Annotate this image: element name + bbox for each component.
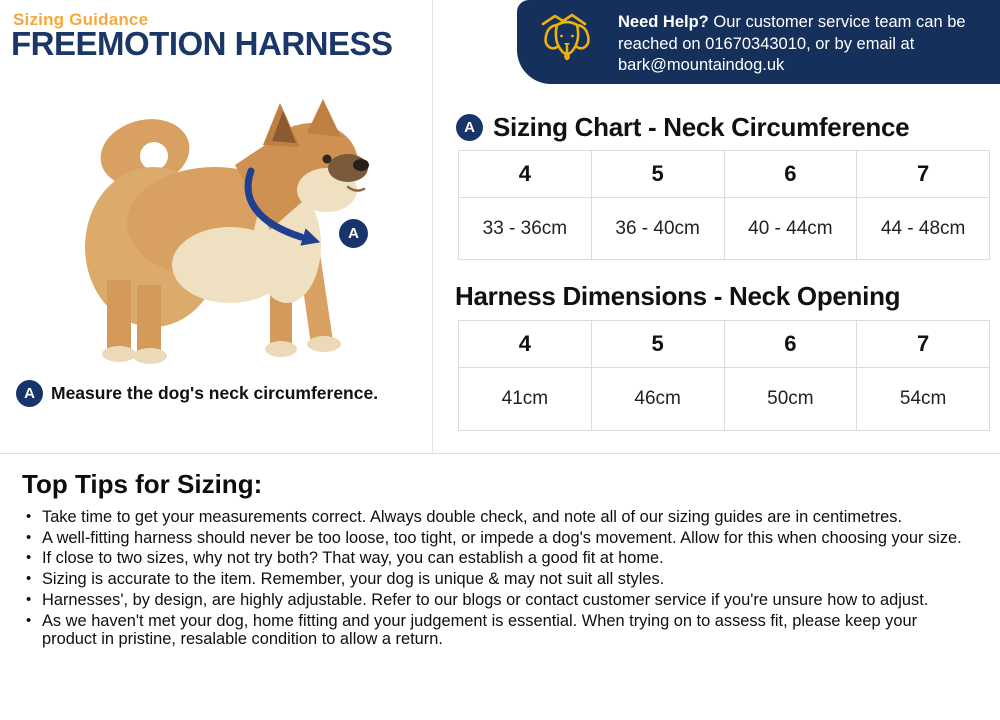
- dog-logo-icon: [535, 9, 599, 73]
- help-banner-body: Our customer service team can be reached on 01670343010, or by email at bark@mountaindog.uk: [618, 13, 966, 74]
- size-value-cell: 50cm: [724, 368, 857, 431]
- marker-a-heading: A: [456, 114, 483, 141]
- tip-item: • Take time to get your measurements correct. Always double check, and note all of our sizing guides are in centimetres.: [24, 508, 969, 527]
- tip-item: • Harnesses', by design, are highly adjustable. Refer to our blogs or contact customer service if you're unsure how to adjust.: [24, 591, 969, 610]
- size-value-cell: 41cm: [459, 368, 592, 431]
- help-banner: [517, 0, 1000, 84]
- tips-list: [24, 508, 969, 651]
- tips-title: Top Tips for Sizing:: [22, 469, 263, 499]
- measure-caption: Measure the dog's neck circumference.: [51, 383, 379, 403]
- size-value-cell: 36 - 40cm: [591, 198, 724, 260]
- dimensions-title: Harness Dimensions - Neck Opening: [455, 281, 901, 311]
- neck-circumference-table: [458, 150, 990, 260]
- size-col-header: 4: [459, 151, 592, 198]
- measure-caption-row: [16, 380, 378, 407]
- neck-opening-table: [458, 320, 990, 431]
- sizing-chart-title: Sizing Chart - Neck Circumference: [493, 112, 910, 142]
- size-value-cell: 33 - 36cm: [459, 198, 592, 260]
- table-value-row: [459, 368, 990, 431]
- help-banner-lead: Need Help?: [618, 13, 709, 31]
- page-title: FREEMOTION HARNESS: [11, 25, 393, 62]
- size-col-header: 5: [591, 151, 724, 198]
- size-value-cell: 44 - 48cm: [857, 198, 990, 260]
- eyebrow-sizing-guidance: Sizing Guidance: [13, 10, 149, 29]
- size-col-header: 6: [724, 151, 857, 198]
- size-value-cell: 46cm: [591, 368, 724, 431]
- size-col-header: 7: [857, 151, 990, 198]
- horizontal-divider: [0, 453, 1000, 454]
- marker-a-caption: A: [16, 380, 43, 407]
- table-header-row: [459, 151, 990, 198]
- marker-a-photo: A: [339, 219, 368, 248]
- tip-item: • A well-fitting harness should never be too loose, too tight, or impede a dog's movement. Allow for this when choosing your size.: [24, 529, 969, 548]
- help-banner-text: [618, 12, 976, 77]
- vertical-divider: [432, 0, 433, 454]
- size-col-header: 6: [724, 321, 857, 368]
- size-value-cell: 54cm: [857, 368, 990, 431]
- size-col-header: 5: [591, 321, 724, 368]
- tip-item: • If close to two sizes, why not try both? That way, you can establish a good fit at home.: [24, 549, 969, 568]
- size-value-cell: 40 - 44cm: [724, 198, 857, 260]
- size-col-header: 4: [459, 321, 592, 368]
- table-value-row: [459, 198, 990, 260]
- table-header-row: [459, 321, 990, 368]
- size-col-header: 7: [857, 321, 990, 368]
- tip-item: • As we haven't met your dog, home fitting and your judgement is essential. When trying on to assess fit, please keep your product in pristine, resalable condition to allow a return.: [24, 612, 969, 649]
- tip-item: • Sizing is accurate to the item. Remember, your dog is unique & may not suit all styles.: [24, 570, 969, 589]
- sizing-chart-heading-row: [456, 112, 909, 143]
